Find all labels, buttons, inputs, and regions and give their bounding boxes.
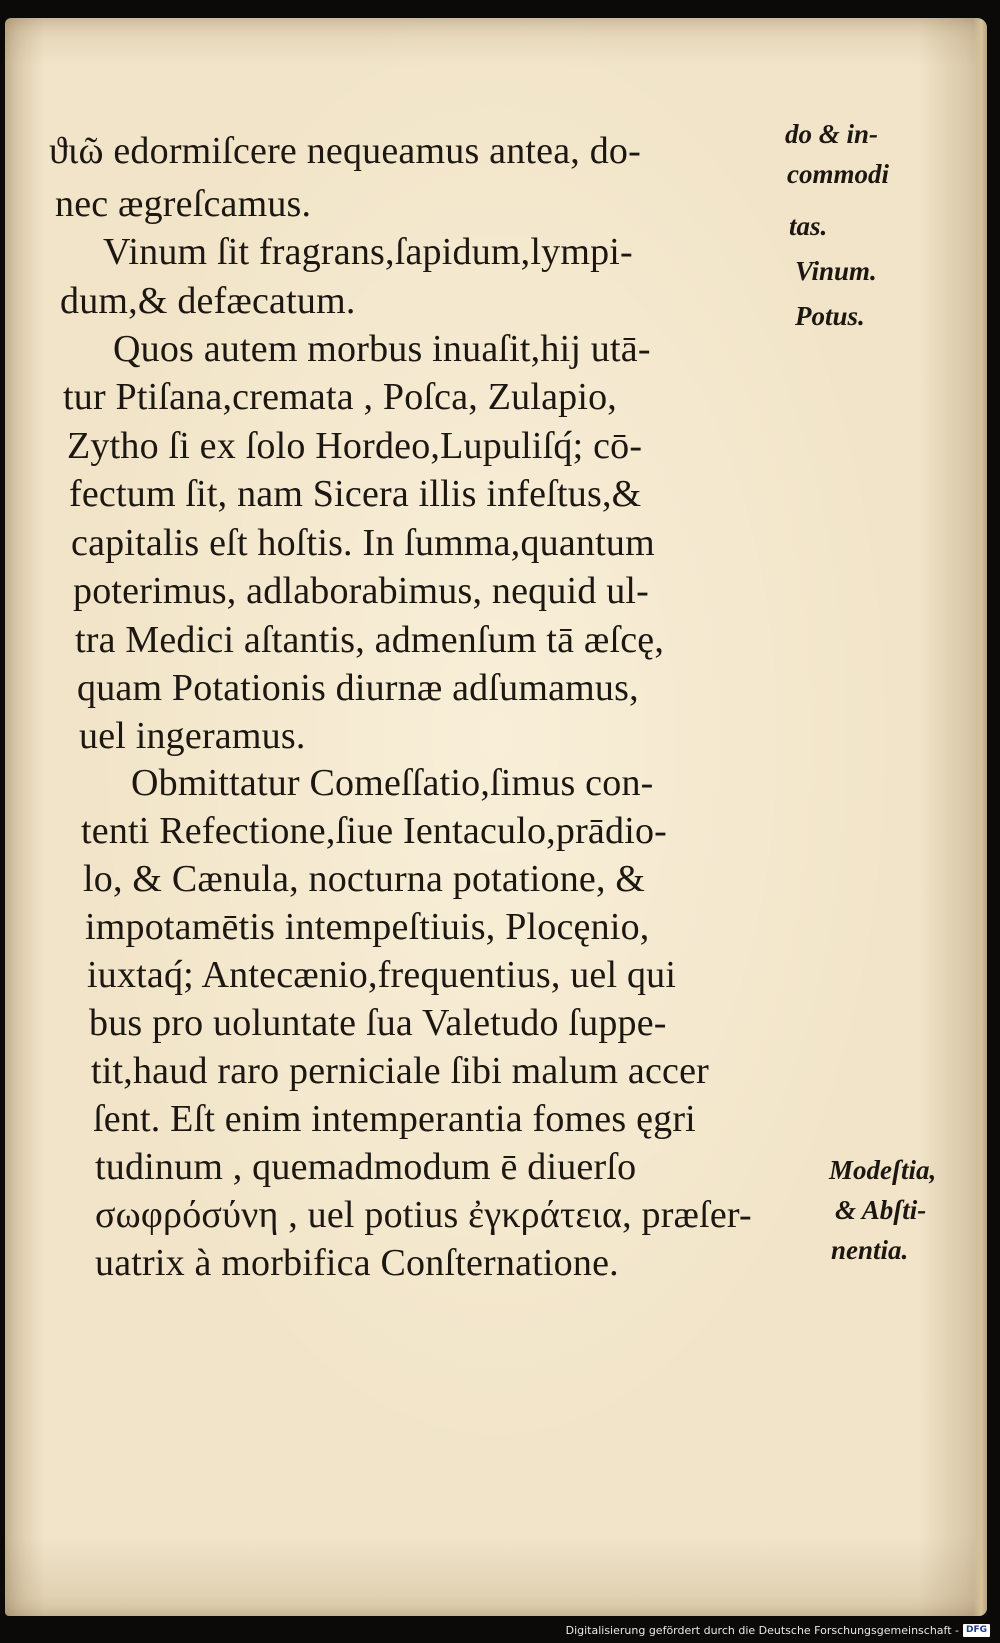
text-line: quam Potationis diurnæ adſumamus, <box>77 667 639 709</box>
text-line: tra Medici aſtantis, admenſum tā æſcę, <box>75 619 665 661</box>
text-line: tit,haud raro perniciale ſibi malum accer <box>91 1050 710 1092</box>
digitization-credit <box>566 1621 990 1639</box>
text-line: tur Ptiſana,cremata , Poſca, Zulapio, <box>63 376 618 418</box>
text-line: Zytho ſi ex ſolo Hordeo,Lupuliſq́; cō- <box>67 425 643 467</box>
text-line: Quos autem morbus inuaſit,hij utā- <box>113 328 651 370</box>
text-line: dum,& defæcatum. <box>60 280 356 322</box>
margin-note: do & in- <box>785 119 879 149</box>
text-line: ſent. Eſt enim intemperantia fomes ęgri <box>93 1098 696 1140</box>
margin-note: Modeſtia, <box>829 1155 937 1185</box>
text-line: poterimus, adlaborabimus, nequid ul- <box>73 570 650 612</box>
margin-note: & Abſti- <box>835 1195 927 1225</box>
text-line: σωφρόσύνη , uel potius ἐγκράτεια, præſer- <box>95 1194 752 1236</box>
text-line: uel ingeramus. <box>79 715 306 757</box>
margin-note: nentia. <box>831 1235 909 1265</box>
text-line: bus pro uoluntate ſua Valetudo ſuppe- <box>89 1002 667 1044</box>
text-line: nec ægreſcamus. <box>55 183 312 225</box>
dfg-logo: DFG <box>963 1624 990 1637</box>
margin-note: tas. <box>789 211 828 241</box>
margin-note: Potus. <box>795 301 865 331</box>
text-line: ϑιῶ edormiſcere nequeamus antea, do- <box>49 130 641 172</box>
text-line: Vinum ſit fragrans,ſapidum,lympi- <box>103 231 633 273</box>
text-line: lo, & Cænula, nocturna potatione, & <box>83 858 646 900</box>
text-line: tenti Refectione,ſiue Ientaculo,prādio- <box>81 810 668 852</box>
credit-text: Digitalisierung gefördert durch die Deutsche Forschungsgemeinschaft - <box>565 1623 959 1637</box>
margin-note: Vinum. <box>795 256 877 286</box>
text-line: capitalis eſt hoſtis. In ſumma,quantum <box>71 522 655 564</box>
book-page <box>5 18 987 1616</box>
margin-note: commodi <box>787 159 889 189</box>
text-line: fectum ſit, nam Sicera illis infeſtus,& <box>69 473 642 515</box>
text-line: tudinum , quemadmodum ē diuerſo <box>95 1146 637 1188</box>
text-line: iuxtaq́; Antecænio,frequentius, uel qui <box>87 954 677 996</box>
text-line: Obmittatur Comeſſatio,ſimus con- <box>131 762 654 804</box>
text-line: impotamētis intempeſtiuis, Plocęnio, <box>85 906 650 948</box>
text-line: uatrix à morbifica Conſternatione. <box>95 1242 619 1284</box>
